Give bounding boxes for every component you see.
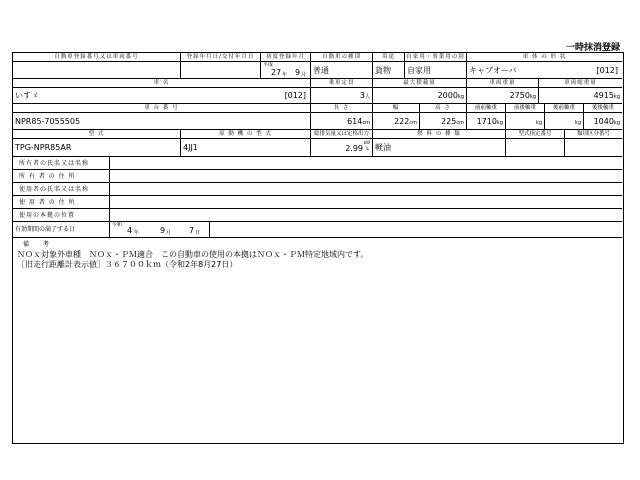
maker-code: [012]: [284, 91, 306, 100]
private-business-value: 自家用: [405, 62, 467, 79]
remarks-line-2: ［旧走行距離計表示値］３６７００ｋｍ（令和2年8月27日）: [17, 260, 238, 269]
header-capacity: 乗車定員: [311, 79, 373, 88]
header-engine-model: 原 動 機 の 型 式: [181, 130, 311, 139]
expiry-value: 令和 4 年 9 月 7 日: [110, 222, 210, 238]
registration-certificate-form: [12, 52, 624, 444]
header-width: 幅: [373, 104, 420, 113]
user-name-label: 使用者の氏名又は名称: [13, 183, 110, 196]
header-rear-front: 後前軸重: [545, 104, 584, 113]
first-reg-month: 9: [295, 68, 301, 77]
expiry-era: 令和: [112, 222, 123, 228]
owner-address-value: [110, 170, 622, 183]
front-front-value: 1710kg: [467, 113, 506, 130]
use-value: 貨物: [373, 62, 405, 79]
expiry-month: 9: [160, 226, 166, 235]
expiry-label: 有効期間の満了する日: [13, 222, 110, 238]
model-value: TPG-NPR85AR: [13, 139, 181, 157]
expiry-day: 7: [189, 226, 195, 235]
remarks-section: [13, 238, 622, 430]
expiry-blank: [210, 222, 622, 238]
header-use: 用途: [373, 53, 405, 62]
first-reg-value: 平成 27 年 9 月: [261, 62, 311, 79]
base-location-value: [110, 209, 622, 222]
vehicle-weight-value: 2750kg: [467, 88, 539, 104]
user-name-value: [110, 183, 622, 196]
header-model: 型 式: [13, 130, 181, 139]
owner-name-value: [110, 157, 622, 170]
kind-value: 普通: [311, 62, 373, 79]
header-height: 高 さ: [420, 104, 467, 113]
front-rear-value: kg: [506, 113, 545, 130]
body-shape-text: キャブオーバ: [469, 66, 517, 75]
header-max-load: 最大積載量: [373, 79, 467, 88]
gross-weight-value: 4915kg: [539, 88, 622, 104]
displacement-value: 2.99 kW L: [311, 139, 373, 157]
header-length: 長 さ: [311, 104, 373, 113]
header-gross-weight: 車両総重量: [539, 79, 622, 88]
header-fuel: 燃 料 の 種 類: [373, 130, 506, 139]
user-address-label: 使 用 者 の 住 所: [13, 196, 110, 209]
length-value: 614cm: [311, 113, 373, 130]
header-type-designation: 型式指定番号: [506, 130, 565, 139]
first-reg-year: 27: [271, 68, 282, 77]
capacity-value: 3人: [311, 88, 373, 104]
category-value: [565, 139, 622, 157]
header-first-reg: 初度登録年月: [261, 53, 311, 62]
remarks-header: 備 考: [23, 241, 55, 248]
body-shape-value: [467, 62, 622, 79]
engine-model-value: 4JJ1: [181, 139, 311, 157]
remarks-line-1: ＮＯｘ対象外車種 ＮＯｘ・ＰＭ適合 この自動車の使用の本拠はＮＯｘ・ＰＭ特定地域内です。: [17, 250, 369, 259]
header-displacement: 総排気量又は定格出力: [311, 130, 373, 139]
rear-rear-value: 1040kg: [584, 113, 622, 130]
first-reg-era: 平成: [263, 62, 274, 68]
header-chassis: 車 台 番 号: [13, 104, 311, 113]
header-private-business: 自家用・事業用の別: [405, 53, 467, 62]
maker-value: [13, 88, 311, 104]
base-location-label: 使用の本拠の位置: [13, 209, 110, 222]
reg-date-value: [181, 62, 261, 79]
reg-no-value: [13, 62, 181, 79]
header-body-shape: 車 体 の 形 状: [467, 53, 622, 62]
header-kind: 自動車の種別: [311, 53, 373, 62]
header-reg-date: 登録年月日/交付年月日: [181, 53, 261, 62]
header-maker: 車 名: [13, 79, 311, 88]
header-front-rear: 前後軸重: [506, 104, 545, 113]
maker-text: いすゞ: [15, 91, 39, 100]
owner-address-label: 所 有 者 の 住 所: [13, 170, 110, 183]
page-title: 一時抹消登録: [565, 43, 620, 53]
expiry-year: 4: [127, 226, 133, 235]
max-load-value: 2000kg: [373, 88, 467, 104]
width-value: 222cm: [373, 113, 420, 130]
header-reg-no: 自動車登録番号又は車両番号: [13, 53, 181, 62]
header-front-front: 前前軸重: [467, 104, 506, 113]
owner-name-label: 所有者の氏名又は名称: [13, 157, 110, 170]
body-shape-code: [012]: [596, 66, 618, 75]
height-value: 225cm: [420, 113, 467, 130]
fuel-value: 軽油: [373, 139, 506, 157]
user-address-value: [110, 196, 622, 209]
header-rear-rear: 後後軸重: [584, 104, 622, 113]
rear-front-value: kg: [545, 113, 584, 130]
chassis-value: NPR85-7055505: [13, 113, 311, 130]
header-category: 類別区分番号: [565, 130, 622, 139]
type-designation-value: [506, 139, 565, 157]
header-vehicle-weight: 車両重量: [467, 79, 539, 88]
